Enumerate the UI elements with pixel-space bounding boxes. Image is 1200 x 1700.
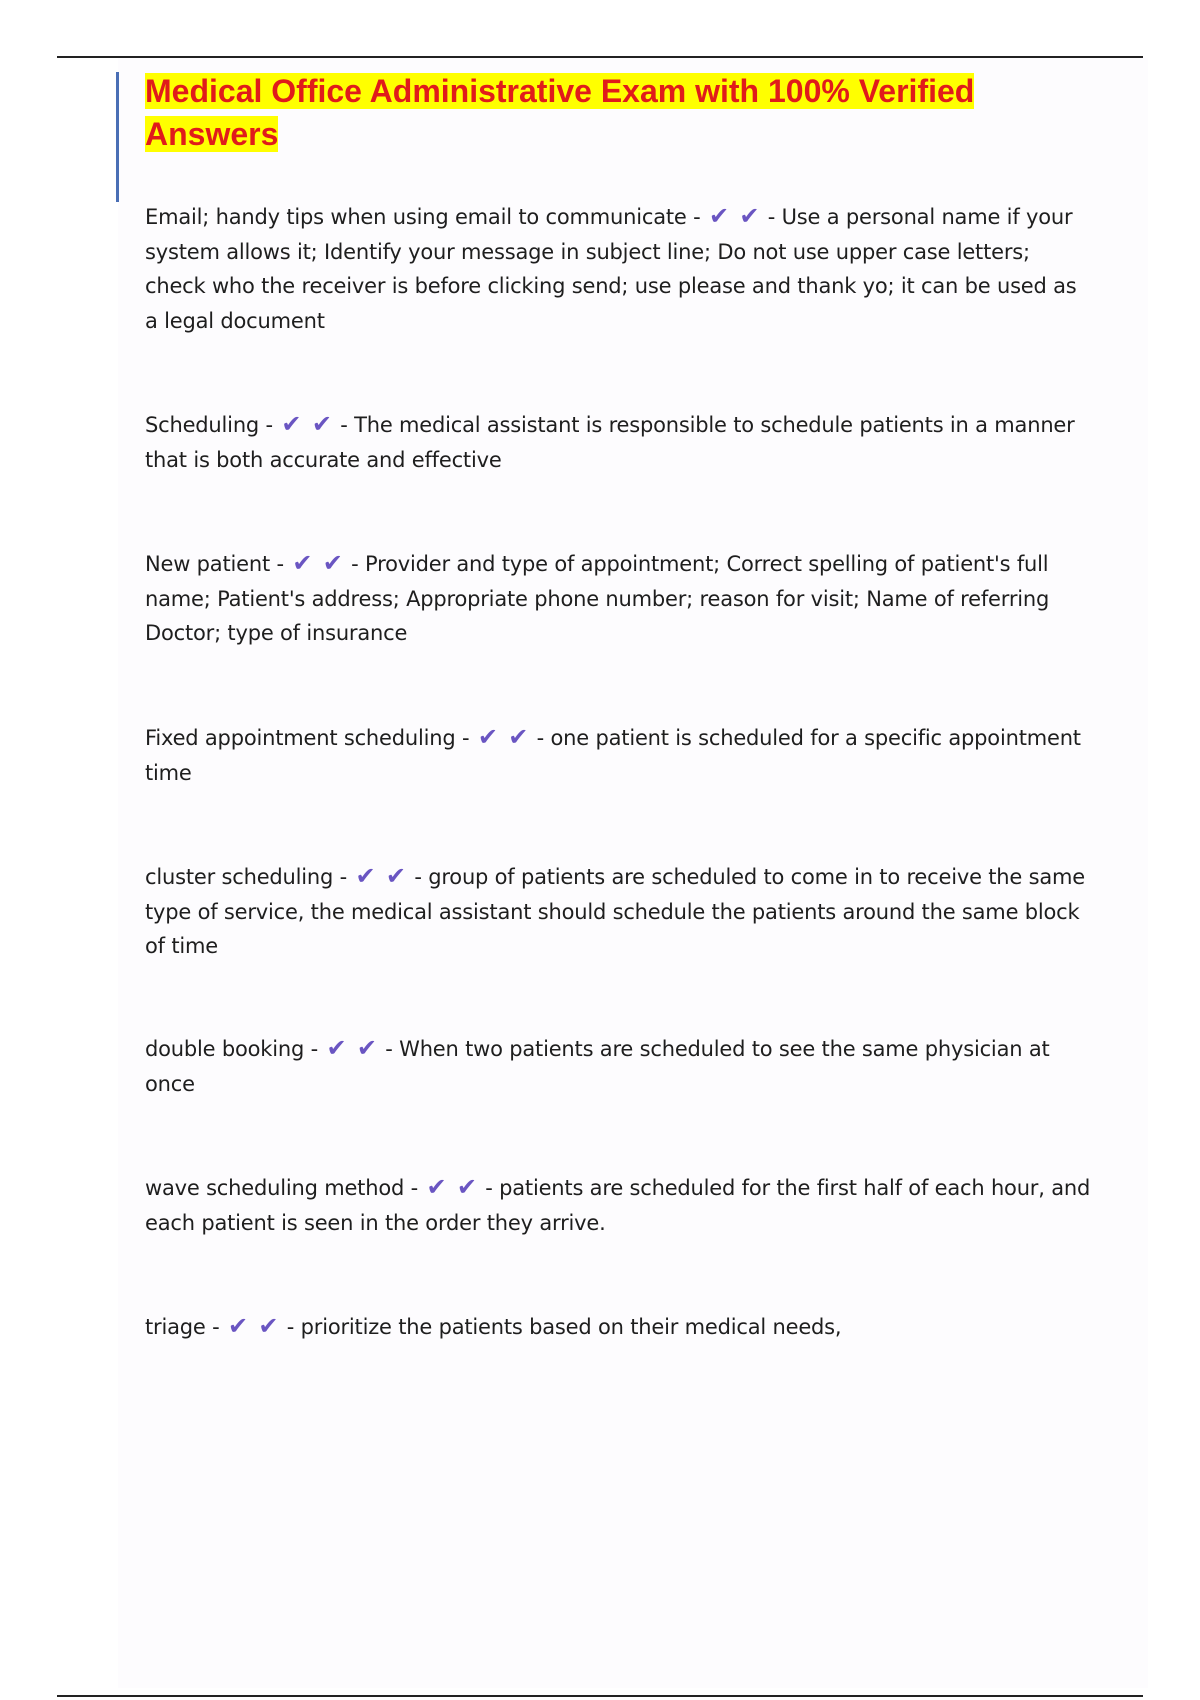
entry-term: triage (145, 1315, 206, 1339)
qa-entry-triage: triage - ✔ ✔ - prioritize the patients based on their medical needs, (145, 1309, 1095, 1345)
entry-term: Fixed appointment scheduling (145, 726, 456, 750)
entry-definition: patients are scheduled for the first half of each hour, and each patient is seen in the order they arrive. (145, 1176, 1091, 1235)
check-icon: ✔ (292, 549, 313, 577)
qa-entry-scheduling: Scheduling - ✔ ✔ - The medical assistant is responsible to schedule patients in a manner that is both accurate and effective (145, 407, 1095, 477)
title-accent-bar (116, 72, 119, 202)
entry-definition: When two patients are scheduled to see the same physician at once (145, 1037, 1050, 1096)
check-icon: ✔ (456, 1173, 477, 1201)
qa-entry-new-patient: New patient - ✔ ✔ - Provider and type of appointment; Correct spelling of patient's full name; Patient's address; Appropriate phone number; reason for visit; Name of referring Doctor; type of insurance (145, 546, 1095, 651)
check-icon: ✔ (227, 1312, 248, 1340)
qa-entry-wave-scheduling: wave scheduling method - ✔ ✔ - patients are scheduled for the first half of each hour, and each patient is seen in the order they arrive. (145, 1170, 1095, 1240)
entry-definition: prioritize the patients based on their medical needs, (300, 1315, 842, 1339)
check-icon: ✔ (326, 1034, 347, 1062)
check-icon: ✔ (508, 723, 529, 751)
check-icon: ✔ (385, 862, 406, 890)
check-icon: ✔ (281, 410, 302, 438)
page-title-text: Medical Office Administrative Exam with 100% Verified Answers (145, 73, 975, 152)
entry-term: cluster scheduling (145, 865, 334, 889)
entry-term: double booking (145, 1037, 305, 1061)
check-icon: ✔ (477, 723, 498, 751)
check-icon: ✔ (426, 1173, 447, 1201)
check-icon: ✔ (258, 1312, 279, 1340)
entry-definition: group of patients are scheduled to come in to receive the same type of service, the medical assistant should schedule the patients around the same block of time (145, 865, 1085, 958)
entry-definition: Use a personal name if your system allows it; Identify your message in subject line; Do not use upper case letters; check who the receiver is before clicking send; use please and thank yo; it can be used as a legal document (145, 205, 1077, 333)
entry-definition: one patient is scheduled for a specific appointment time (145, 726, 1081, 785)
check-icon: ✔ (356, 1034, 377, 1062)
qa-entry-email: Email; handy tips when using email to communicate - ✔ ✔ - Use a personal name if your system allows it; Identify your message in subject line; Do not use upper case letters; check who the receiver is before clicking send; use please and thank yo; it can be used as a legal document (145, 199, 1095, 338)
check-icon: ✔ (322, 549, 343, 577)
entry-term: Scheduling (145, 413, 260, 437)
entry-definition: The medical assistant is responsible to schedule patients in a manner that is both accurate and effective (145, 413, 1075, 472)
check-icon: ✔ (708, 202, 729, 230)
qa-entry-fixed-appointment: Fixed appointment scheduling - ✔ ✔ - one patient is scheduled for a specific appointment time (145, 720, 1095, 790)
entry-term: wave scheduling method (145, 1176, 405, 1200)
qa-entry-cluster-scheduling: cluster scheduling - ✔ ✔ - group of patients are scheduled to come in to receive the same type of service, the medical assistant should schedule the patients around the same block of time (145, 859, 1095, 964)
entry-term: Email; handy tips when using email to communicate (145, 205, 687, 229)
entry-definition: Provider and type of appointment; Correct spelling of patient's full name; Patient's address; Appropriate phone number; reason for visit; Name of referring Doctor; type of insurance (145, 552, 1050, 645)
qa-entry-double-booking: double booking - ✔ ✔ - When two patients are scheduled to see the same physician at once (145, 1031, 1095, 1101)
bottom-rule (57, 1695, 1143, 1697)
entry-term: New patient (145, 552, 271, 576)
check-icon: ✔ (311, 410, 332, 438)
top-rule (57, 56, 1143, 58)
page-title (145, 70, 1105, 156)
check-icon: ✔ (739, 202, 760, 230)
check-icon: ✔ (355, 862, 376, 890)
